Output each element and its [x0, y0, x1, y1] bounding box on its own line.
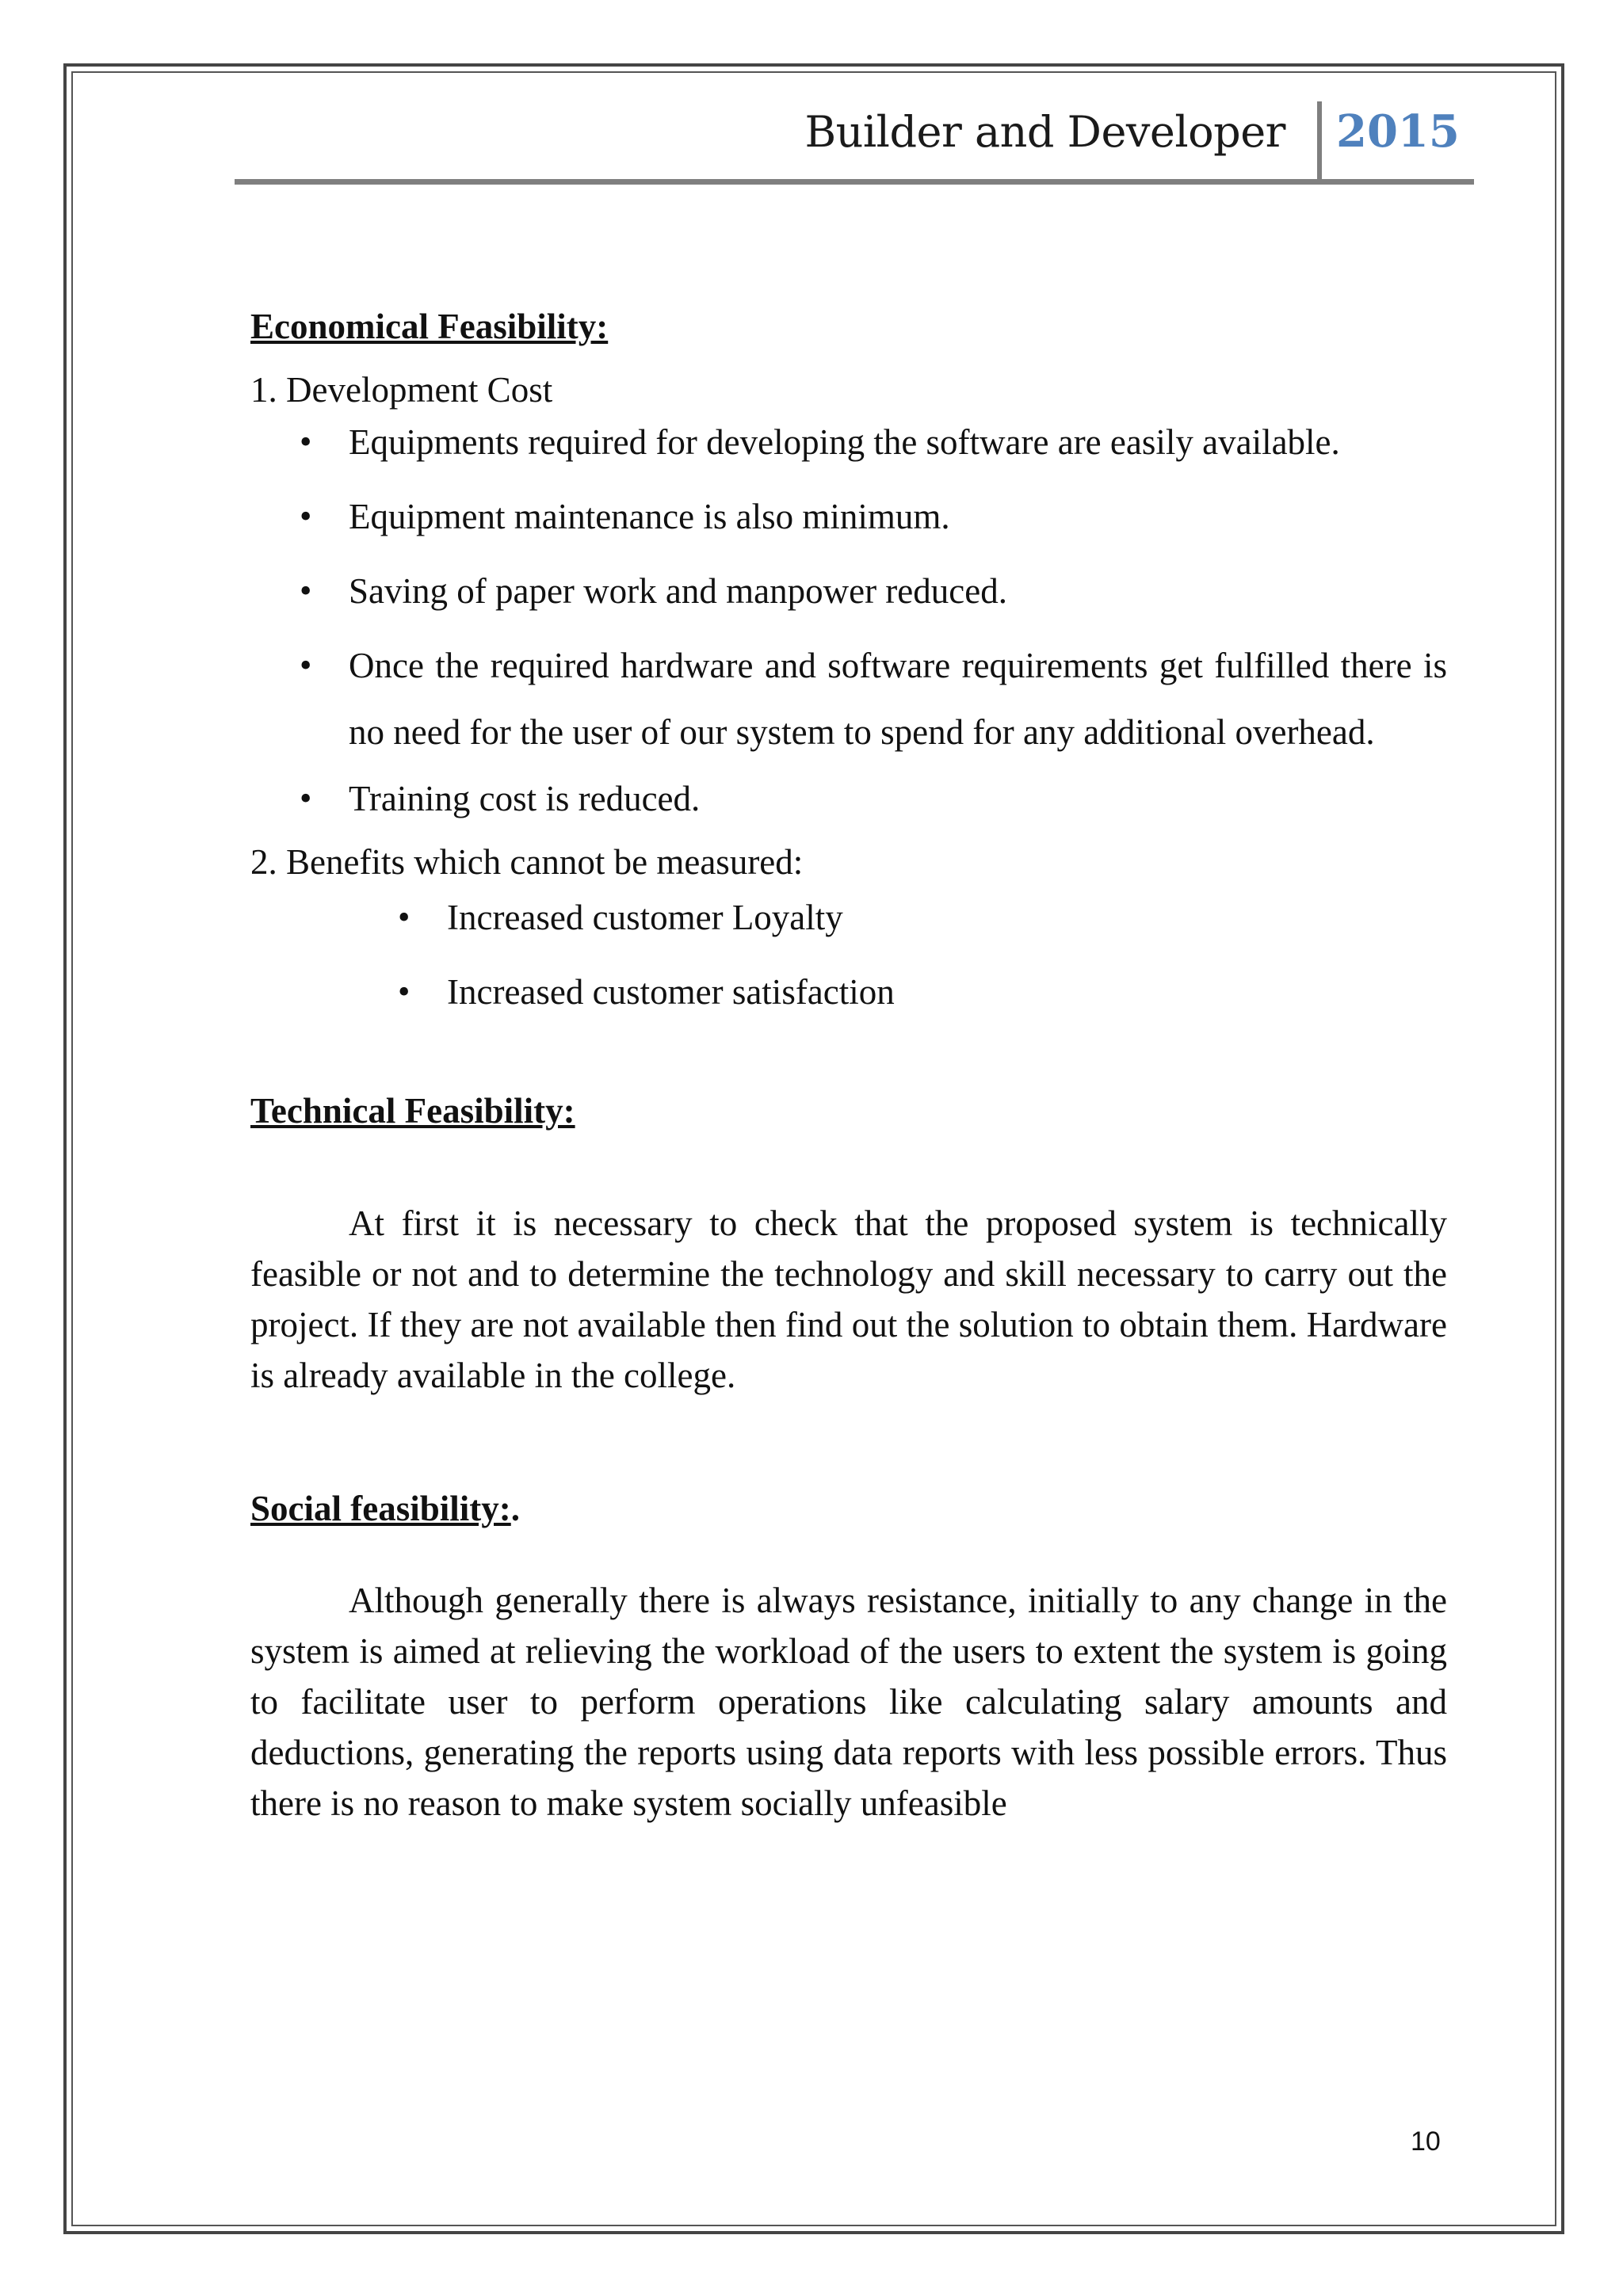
document-body	[250, 301, 1447, 1829]
list-item	[250, 483, 1447, 550]
list-item	[250, 765, 1447, 832]
economical-heading: Economical Feasibility:	[250, 307, 609, 346]
benefits-list	[250, 884, 1447, 1025]
technical-paragraph: At first it is necessary to check that the proposed system is technically feasible or not and to determine the technology and skill necessary to carry out the project. If they are not available then find out the solution to obtain them. Hardware is already available in the college.	[250, 1203, 1447, 1395]
technical-heading: Technical Feasibility:	[250, 1091, 575, 1131]
list-item-text: Equipment maintenance is also minimum.	[349, 497, 950, 536]
list-item	[250, 884, 1447, 951]
list-item	[250, 959, 1447, 1025]
bullet-icon: •	[300, 422, 312, 461]
list-item-text: Increased customer satisfaction	[447, 972, 895, 1012]
list-item-text: Training cost is reduced.	[349, 779, 701, 818]
list-item-text: Increased customer Loyalty	[447, 898, 843, 937]
bullet-icon: •	[300, 779, 312, 818]
social-heading-suffix: .	[510, 1489, 520, 1528]
list-item	[250, 409, 1447, 475]
bullet-icon: •	[300, 646, 312, 685]
social-heading-line	[250, 1483, 1447, 1534]
header-title: Builder and Developer	[804, 107, 1285, 157]
development-cost-list	[250, 409, 1447, 832]
bullet-icon: •	[398, 898, 411, 936]
list-item	[250, 632, 1447, 765]
social-heading: Social feasibility:	[250, 1489, 511, 1528]
header-rule	[235, 179, 1474, 185]
list-item-text: Once the required hardware and software requirements get fulfilled there is no need for the user of our system to spend for any additional overhead.	[349, 646, 1447, 752]
benefits-title: 2. Benefits which cannot be measured:	[250, 842, 804, 882]
list-item-text: Equipments required for developing the software are easily available.	[349, 422, 1340, 462]
bullet-icon: •	[398, 972, 411, 1011]
bullet-icon: •	[300, 571, 312, 610]
header-separator	[1317, 101, 1322, 181]
header-year: 2015	[1336, 105, 1460, 158]
page-header	[235, 95, 1474, 184]
bullet-icon: •	[300, 497, 312, 536]
list-item-text: Saving of paper work and manpower reduced.	[349, 571, 1007, 611]
page-number: 10	[1411, 2126, 1441, 2157]
list-item	[250, 558, 1447, 624]
development-cost-title: 1. Development Cost	[250, 370, 553, 410]
social-paragraph: Although generally there is always resistance, initially to any change in the system is aimed at relieving the workload of the users to extent the system is going to facilitate user to perform operations like calculating salary amounts and deductions, generating the reports using data reports with less possible errors. Thus there is no reason to make system socially unfeasible	[250, 1581, 1447, 1823]
